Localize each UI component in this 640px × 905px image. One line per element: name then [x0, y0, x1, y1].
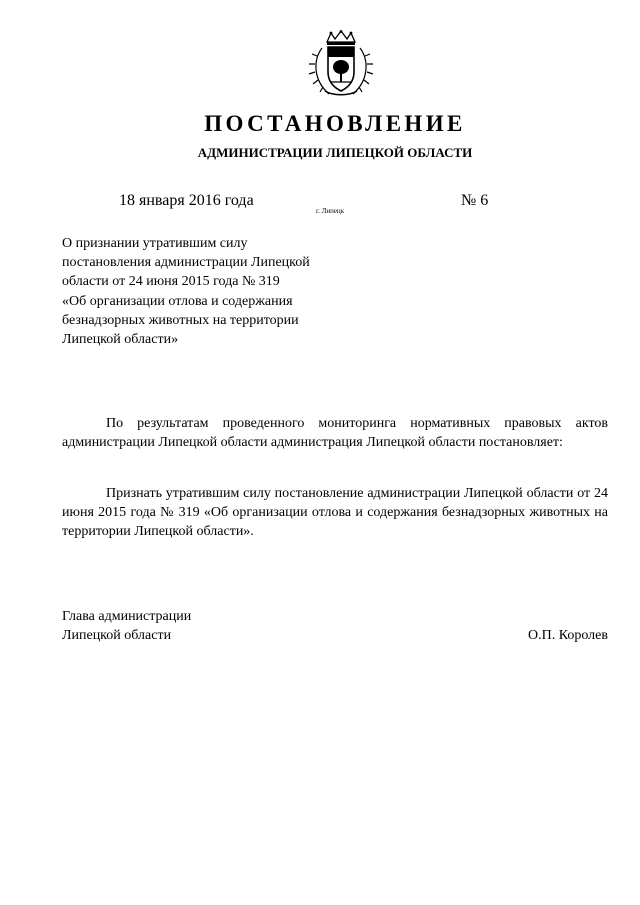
signatory-title-region: Липецкой области	[62, 628, 172, 644]
document-date: 18 января 2016 года	[119, 192, 254, 209]
body-paragraph-resolution: Признать утратившим силу постановление администрации Липецкой области от 24 июня 2015 года № 319 «Об организации отлова и содержания безнадзорных животных на территории Липецкой области».	[62, 486, 608, 540]
document-subject	[62, 234, 382, 349]
document-city: г. Липецк	[316, 207, 345, 215]
subject-line: Липецкой области»	[62, 332, 179, 348]
subject-line: «Об организации отлова и содержания	[62, 293, 293, 309]
subject-line: безнадзорных животных на территории	[62, 312, 299, 328]
document-title: ПОСТАНОВЛЕНИЕ	[204, 111, 466, 136]
issuing-authority: АДМИНИСТРАЦИИ ЛИПЕЦКОЙ ОБЛАСТИ	[197, 145, 473, 160]
body-paragraph-preamble: По результатам проведенного мониторинга нормативных правовых актов администрации Липецкой области администрация Липецкой области постановляет:	[62, 416, 608, 451]
signature-row	[62, 626, 608, 645]
subject-line: О признании утратившим силу	[62, 236, 248, 251]
signature-block	[62, 607, 608, 645]
signatory-title: Глава администрации	[62, 609, 192, 624]
subject-line: постановления администрации Липецкой	[62, 255, 310, 271]
document-number: № 6	[461, 192, 489, 209]
signatory-name: О.П. Королев	[528, 628, 608, 644]
subject-line: области от 24 июня 2015 года № 319	[62, 274, 280, 290]
coat-of-arms-icon	[305, 30, 377, 98]
